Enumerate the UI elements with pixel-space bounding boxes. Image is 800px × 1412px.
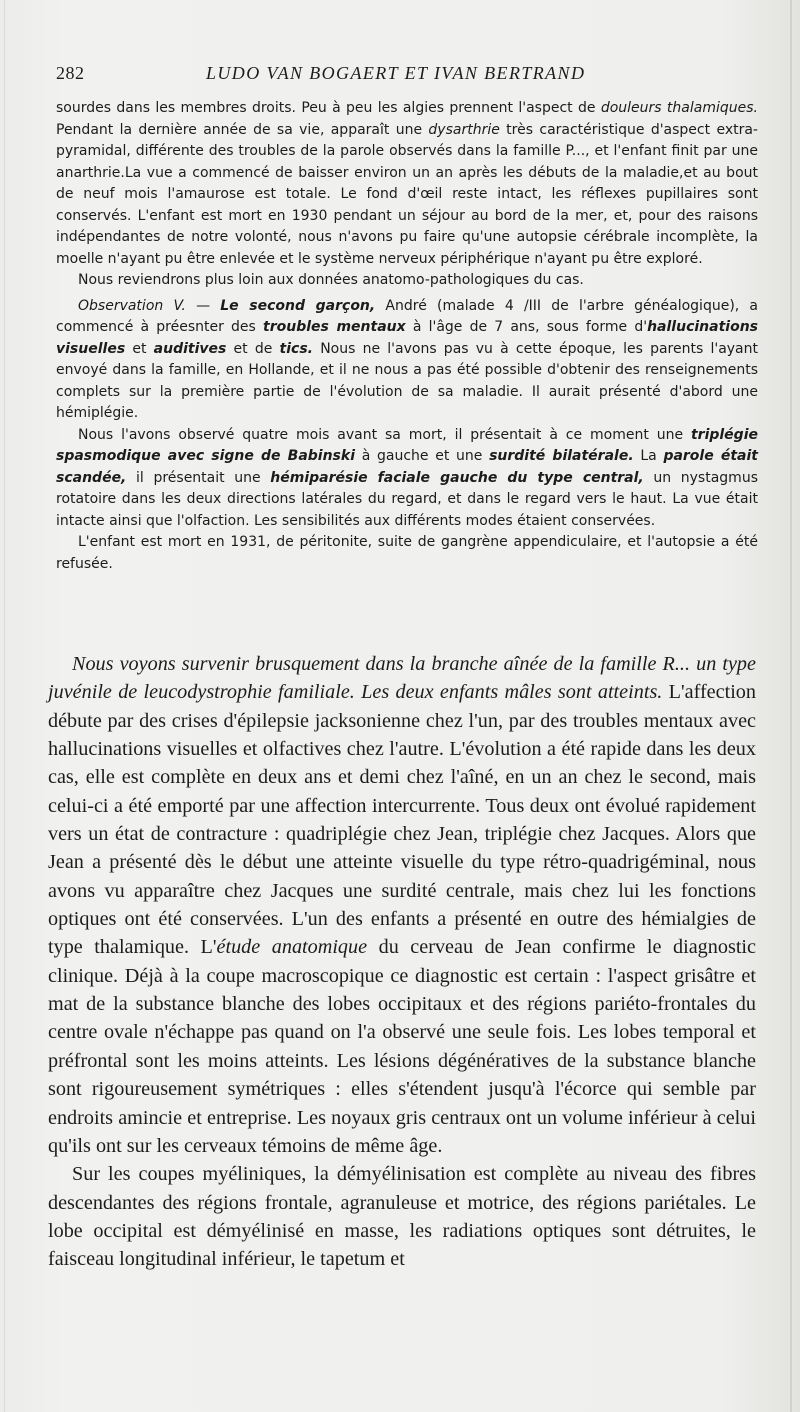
bold-italic-run: auditives [153,340,227,357]
bold-italic-run: hallucinations visuelles [56,319,758,357]
italic-run: Observation V. [78,297,186,314]
text-run: à gauche et une [355,448,490,464]
scan-edge-line [790,0,792,1412]
text-run: La [633,448,664,464]
text-run: André (malade 4 /III de l'arbre généalogique), a commencé à préesnter des [56,297,759,335]
paragraph-death: L'enfant est mort en 1931, de péritonite, suite de gangrène appendiculaire, et l'autopsie a été refusée. [56,534,758,572]
text-run: Nous l'avons observé quatre mois avant sa mort, il présentait à ce moment une [78,426,691,443]
bold-italic-run: triplégie spasmodique avec signe de Babinski [56,426,758,464]
running-title: LUDO VAN BOGAERT ET IVAN BERTRAND [206,63,586,83]
paragraph-summary [48,650,756,1160]
scan-edge-line [4,0,5,1412]
small-print-section [56,98,758,575]
text-run: — [185,297,221,314]
italic-run: Nous voyons survenir brusquement dans la branche aînée de la famille R... un type juvénile de leucodystrophie familiale. Les deux enfants mâles sont atteints. [48,653,756,704]
bold-italic-run: parole était scandée, [56,448,758,486]
text-run: et de [226,340,280,357]
text-run: à l'âge de 7 ans, sous forme d' [405,319,648,335]
italic-run: douleurs thalamiques. [600,100,758,116]
italic-run: étude anatomique [216,936,368,959]
paragraph-reviendrons: Nous reviendrons plus loin aux données anatomo-pathologiques du cas. [78,272,584,288]
text-run: un nystagmus rotatoire dans les deux directions latérales du regard, et dans le regard vers le haut. La vue était intacte ainsi que l'olfaction. Les sensibilités aux différents modes étaient conservées. [56,469,758,529]
bold-italic-run: hémiparésie faciale gauche du type central, [270,469,644,486]
main-text-section [48,650,756,1274]
page-header [56,63,756,87]
page-number: 282 [56,63,85,83]
text-run: il présentait une [126,469,271,486]
paragraph-myelin-sections: Sur les coupes myéliniques, la démyélinisation est complète au niveau des fibres descendantes des régions frontale, agranuleuse et motrice, des régions pariétales. Le lobe occipital est démyélinisé en masse, les radiations optiques sont détruites, le faisceau longitudinal inférieur, le tapetum et [48,1163,756,1271]
text-run: sourdes dans les membres droits. Peu à peu les algies prennent l'aspect de [56,100,601,116]
paragraph-observation-v [56,296,758,425]
text-run: Pendant la dernière année de sa vie, apparaît une [56,121,429,138]
text-run: très caractéristique d'aspect extra-pyramidal, différente des troubles de la parole observés dans la famille P..., et l'enfant finit par une anarthrie.La vue a commencé de baisser environ un an après les débuts de la maladie,et au bout de neuf mois l'amaurose est totale. Le fond d'œil reste intact, les réflexes pupillaires sont conservés. L'enfant est mort en 1930 pendant un séjour au bord de la mer, et, pour des raisons indépendantes de notre volonté, nous n'avons pu faire qu'une autopsie cérébrale incomplète, la moelle n'ayant pu être enlevée et le système nerveux périphérique n'ayant pu être exploré. [56,121,758,267]
paragraph-observed [56,425,758,533]
bold-italic-run: troubles mentaux [263,319,406,335]
bold-italic-run: tics. [279,340,313,357]
text-run: et [125,340,154,357]
bold-italic-run: surdité bilatérale. [489,448,634,464]
text-run: L'affection débute par des crises d'épilepsie jacksonienne chez l'un, par des troubles mentaux avec hallucinations visuelles et olfactives chez l'autre. L'évolution a été rapide dans les deux cas, elle est complète en deux ans et demi chez l'aîné, en un an chez le second, mais celui-ci a été emporté par une affection intercurrente. Tous deux ont évolué rapidement vers un état de contracture : quadriplégie chez Jean, triplégie chez Jacques. Alors que Jean a présenté dès le début une atteinte visuelle du type rétro-quadrigéminal, nous avons vu apparaître chez Jacques une surdité centrale, mais chez lui les fonctions optiques ont été conservées. L'un des enfants a présenté en outre des hémialgies de type thalamique. L' [48,681,756,959]
text-run: Nous ne l'avons pas vu à cette époque, les parents l'ayant envoyé dans la famille, en Hollande, et il ne nous a pas été possible d'obtenir des renseignements complets sur la première partie de l'évolution de sa maladie. Il aurait présenté d'abord une hémiplégie. [56,340,758,421]
bold-italic-run: Le second garçon, [220,297,376,314]
paragraph-case-continuation [56,98,758,270]
text-run: du cerveau de Jean confirme le diagnostic clinique. Déjà à la coupe macroscopique ce diagnostic est certain : l'aspect grisâtre et mat de la substance blanche des lobes occipitaux et des régions pariéto-frontales du centre ovale n'échappe pas quand on l'a observé une seule fois. Les lobes temporal et préfrontal sont les moins atteints. Les lésions dégénératives de la substance blanche sont rigoureusement symétriques : elles s'étendent jusqu'à l'écorce qui semble par endroits amincie et entreprise. Les noyaux gris centraux ont un volume inférieur à celui qu'ils ont sur les cerveaux témoins de même âge. [48,936,756,1157]
italic-run: dysarthrie [428,121,500,138]
